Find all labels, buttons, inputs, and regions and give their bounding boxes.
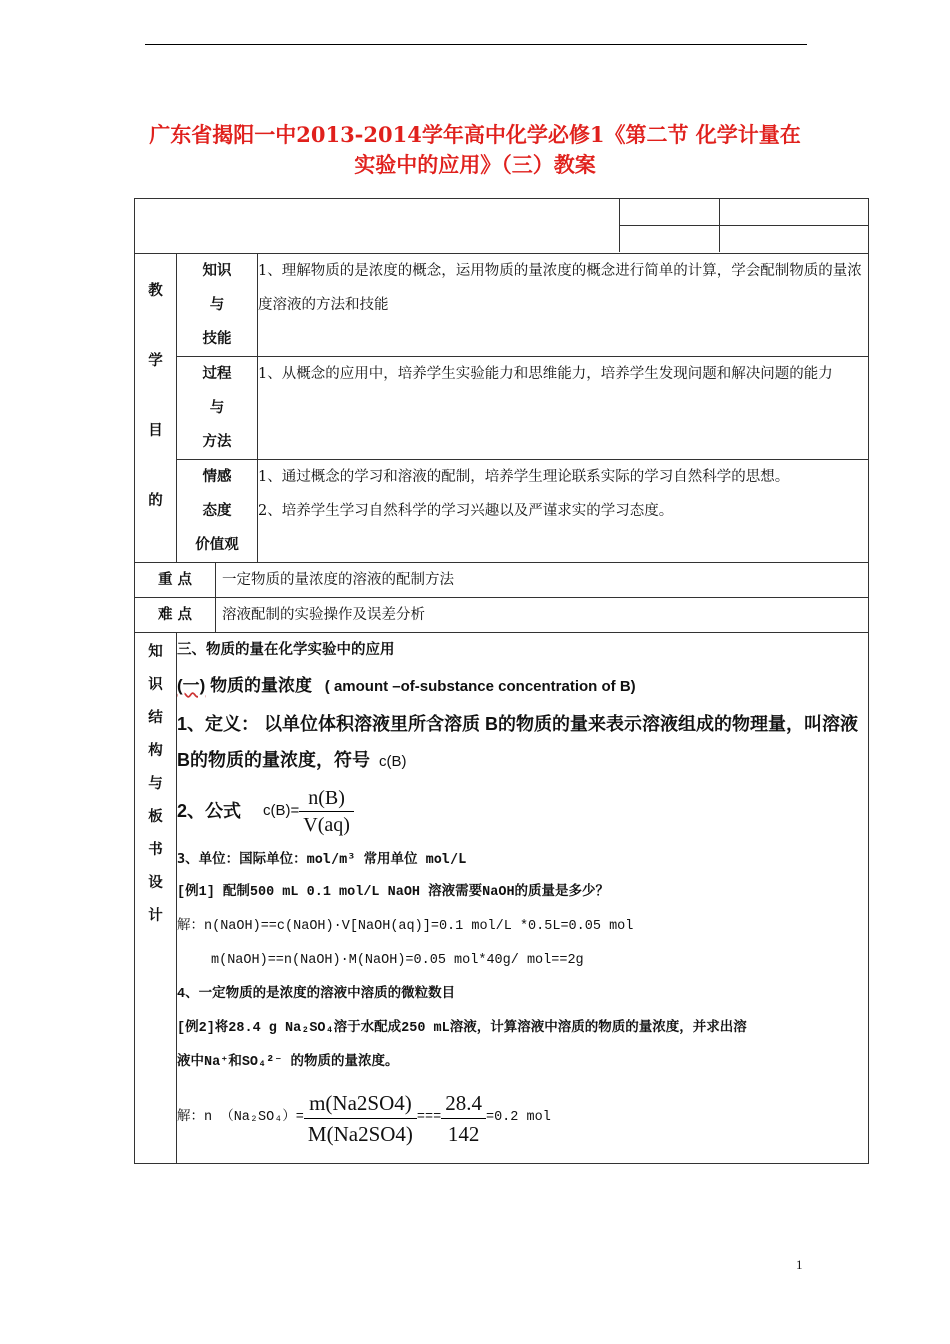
section-heading: 三、物质的量在化学实验中的应用 bbox=[177, 641, 395, 658]
example-2-solution bbox=[177, 1080, 868, 1156]
sub-heading-number: (一) bbox=[177, 676, 206, 695]
label-char: 的 bbox=[148, 492, 163, 509]
objective-row-knowledge bbox=[135, 254, 869, 357]
label-char: 计 bbox=[148, 907, 163, 924]
header-cell-3 bbox=[619, 226, 720, 252]
label-line: 价值观 bbox=[195, 536, 239, 553]
label-line: 过程 bbox=[202, 365, 232, 382]
sub-heading bbox=[177, 667, 868, 706]
label-line: 知识 bbox=[202, 262, 232, 279]
example-1: [例1] 配制500 mL 0.1 mol/L NaOH 溶液需要NaOH的质量是多少？ bbox=[177, 885, 610, 900]
header-cell-1 bbox=[619, 199, 720, 226]
solution-result: =0.2 mol bbox=[485, 1110, 551, 1125]
label-char: 知 bbox=[148, 643, 163, 660]
label-char: 识 bbox=[148, 676, 163, 693]
label-line: 态度 bbox=[202, 502, 232, 519]
objective-text-attitude bbox=[258, 460, 869, 563]
page-number: 1 bbox=[796, 1257, 803, 1272]
document-title bbox=[120, 120, 830, 180]
key-point-label: 重 点 bbox=[135, 563, 216, 598]
formula-numerator: n(B) bbox=[299, 785, 354, 812]
objective-row-attitude bbox=[135, 460, 869, 563]
difficulty-row bbox=[135, 598, 869, 633]
title-line-2: 实验中的应用》（三）教案 bbox=[354, 152, 596, 177]
label-line: 与 bbox=[209, 296, 225, 313]
example-1-solution-1: 解：n(NaOH)==c(NaOH)·V[NaOH(aq)]=0.1 mol/L *0.5L=0.05 mol bbox=[177, 919, 634, 934]
difficulty-label: 难 点 bbox=[135, 598, 216, 633]
lesson-plan-table bbox=[134, 198, 869, 1164]
solution-fraction-1 bbox=[304, 1088, 417, 1149]
attitude-line-2: 2、培养学生学习自然科学的学习兴趣以及严谨求实的学习态度。 bbox=[258, 503, 674, 519]
design-row bbox=[135, 633, 869, 1164]
formula-label: 2、公式 bbox=[177, 801, 242, 821]
formula-fraction bbox=[299, 785, 354, 838]
fraction-1-numerator: m(Na2SO4) bbox=[304, 1088, 417, 1119]
header-cell-2 bbox=[719, 199, 869, 226]
fraction-2-denominator: 142 bbox=[447, 1121, 480, 1146]
example-2-line-1: [例2]将28.4 g Na₂SO₄溶于水配成250 mL溶液，计算溶液中溶质的物质的量浓度，并求出溶 bbox=[177, 1021, 747, 1036]
item-4: 4、一定物质的是浓度的溶液中溶质的微粒数目 bbox=[177, 987, 456, 1002]
top-rule bbox=[145, 44, 807, 45]
label-char: 学 bbox=[148, 352, 163, 369]
label-char: 书 bbox=[148, 841, 163, 858]
header-row bbox=[135, 199, 869, 254]
objective-row-process bbox=[135, 357, 869, 460]
design-content bbox=[177, 633, 869, 1164]
label-line: 与 bbox=[209, 399, 225, 416]
label-char: 设 bbox=[148, 874, 163, 891]
fraction-1-denominator: M(Na2SO4) bbox=[307, 1121, 413, 1146]
formula-lhs: c(B)= bbox=[263, 802, 300, 819]
fraction-2-numerator: 28.4 bbox=[441, 1088, 486, 1119]
label-char: 结 bbox=[148, 709, 163, 726]
label-char: 目 bbox=[148, 422, 163, 439]
objectives-label bbox=[135, 254, 177, 563]
sub-heading-text: 物质的量浓度 bbox=[210, 676, 313, 695]
example-1-solution-2: m(NaOH)==n(NaOH)·M(NaOH)=0.05 mol*40g/ mol==2g bbox=[211, 953, 584, 968]
objective-label-attitude bbox=[177, 460, 258, 563]
definition bbox=[177, 706, 868, 780]
attitude-line-1: 1、通过概念的学习和溶液的配制，培养学生理论联系实际的学习自然科学的思想。 bbox=[258, 469, 790, 485]
objective-text-process: 1、从概念的应用中，培养学生实验能力和思维能力，培养学生发现问题和解决问题的能力 bbox=[258, 357, 869, 460]
formula-denominator: V(aq) bbox=[303, 813, 350, 836]
key-point-row bbox=[135, 563, 869, 598]
definition-symbol: c(B) bbox=[379, 753, 407, 770]
objective-label-process bbox=[177, 357, 258, 460]
label-char: 教 bbox=[148, 282, 163, 299]
title-line-1: 广东省揭阳一中2013-2014学年高中化学必修1《第二节 化学计量在 bbox=[149, 122, 801, 147]
design-label bbox=[135, 633, 177, 1164]
label-line: 技能 bbox=[202, 330, 232, 347]
difficulty-text: 溶液配制的实验操作及误差分析 bbox=[216, 598, 869, 633]
objective-label-knowledge bbox=[177, 254, 258, 357]
unit-line: 3、单位：国际单位：mol/m³ 常用单位 mol/L bbox=[177, 851, 467, 867]
header-cell-4 bbox=[719, 226, 869, 252]
example-2-line-2: 液中Na⁺和SO₄²⁻ 的物质的量浓度。 bbox=[177, 1055, 399, 1070]
sub-heading-english: ( amount –of-substance concentration of B) bbox=[324, 678, 636, 695]
label-char: 板 bbox=[148, 808, 163, 825]
key-point-text: 一定物质的量浓度的溶液的配制方法 bbox=[216, 563, 869, 598]
solution-fraction-2 bbox=[441, 1088, 486, 1149]
label-line: 方法 bbox=[202, 433, 232, 450]
label-line: 情感 bbox=[202, 468, 232, 485]
definition-text: 1、定义： 以单位体积溶液里所含溶质 B的物质的量来表示溶液组成的物理量，叫溶液 B的物质的量浓度，符号 bbox=[177, 714, 859, 770]
formula bbox=[177, 780, 868, 842]
solution-prefix: 解：n （Na₂SO₄）= bbox=[177, 1110, 304, 1125]
solution-equals: === bbox=[416, 1110, 442, 1125]
label-char: 构 bbox=[148, 742, 163, 759]
label-char: 与 bbox=[148, 775, 163, 792]
objective-text-knowledge: 1、理解物质的是浓度的概念，运用物质的量浓度的概念进行简单的计算，学会配制物质的量浓度溶液的方法和技能 bbox=[258, 254, 869, 357]
